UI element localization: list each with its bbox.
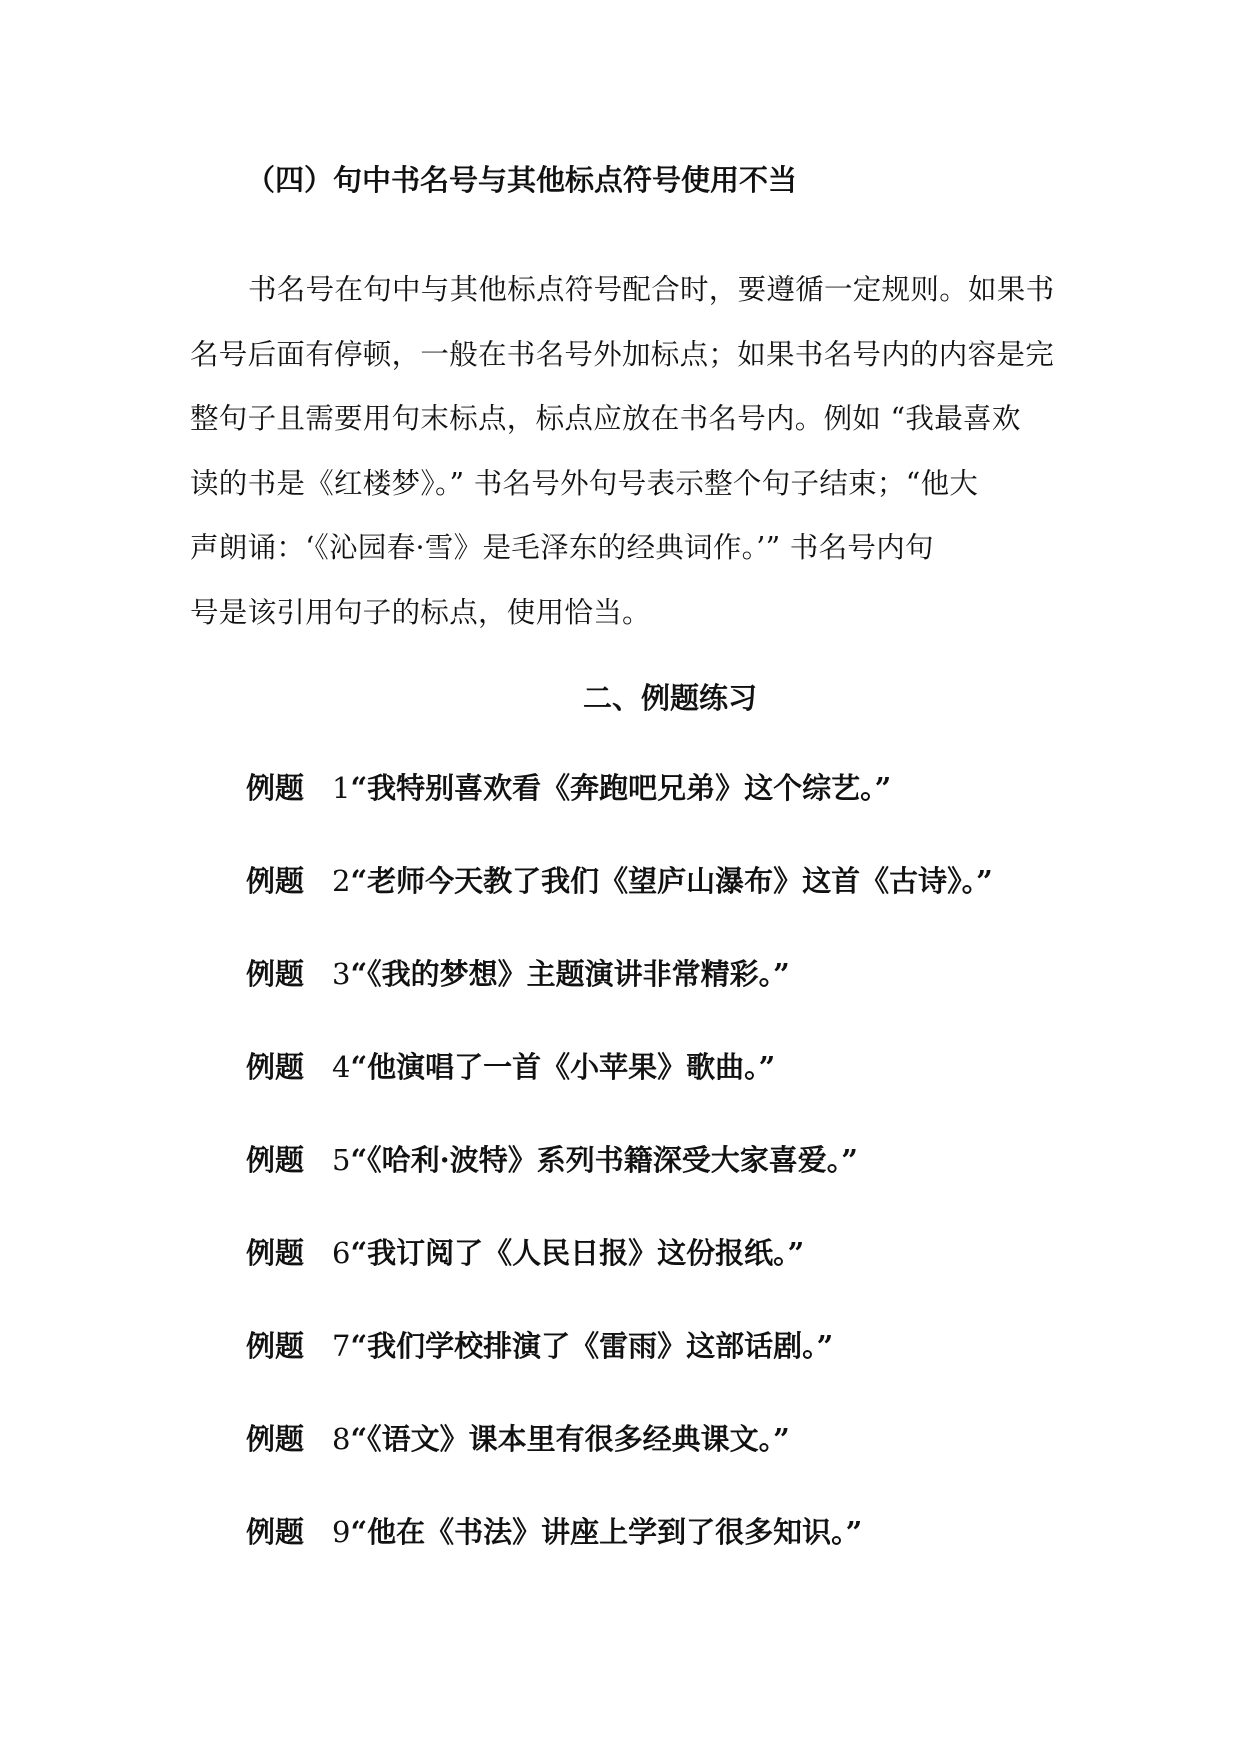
paragraph-line: 书名号在句中与其他标点符号配合时，要遵循一定规则。如果书 — [248, 273, 1055, 306]
example-number: 6 — [332, 1236, 351, 1270]
example-item — [246, 768, 1106, 861]
example-label: 例题 — [246, 1050, 305, 1084]
example-number: 4 — [332, 1050, 351, 1084]
section-title: 二、例题练习 — [582, 681, 757, 715]
example-item — [246, 1512, 1106, 1605]
example-text: “他演唱了一首《小苹果》歌曲。” — [350, 1050, 776, 1084]
example-number: 2 — [332, 864, 351, 898]
example-label: 例题 — [246, 864, 305, 898]
example-label: 例题 — [246, 957, 305, 991]
example-text: “老师今天教了我们《望庐山瀑布》这首《古诗》。” — [350, 864, 993, 898]
example-label: 例题 — [246, 1422, 305, 1456]
example-text: “我订阅了《人民日报》这份报纸。” — [350, 1236, 805, 1270]
explanation-paragraph — [190, 258, 1070, 645]
example-number: 3 — [332, 957, 351, 991]
example-item — [246, 1419, 1106, 1512]
example-item — [246, 1326, 1106, 1419]
example-item — [246, 1047, 1106, 1140]
example-number: 5 — [332, 1143, 351, 1177]
example-number: 1 — [332, 771, 351, 805]
paragraph-line: 名号后面有停顿，一般在书名号外加标点；如果书名号内的内容是完 — [190, 337, 1055, 371]
example-label: 例题 — [246, 1143, 305, 1177]
example-item — [246, 861, 1106, 954]
paragraph-line: 声朗诵：‘《沁园春·雪》是毛泽东的经典词作。’” 书名号内句 — [190, 531, 934, 564]
example-list — [246, 768, 1106, 1605]
section-heading: （四）句中书名号与其他标点符号使用不当 — [246, 163, 798, 197]
example-item — [246, 954, 1106, 1047]
example-text: “我们学校排演了《雷雨》这部话剧。” — [350, 1329, 834, 1363]
example-number: 8 — [332, 1422, 351, 1456]
example-item — [246, 1140, 1106, 1233]
example-label: 例题 — [246, 1329, 305, 1363]
example-number: 9 — [332, 1515, 351, 1549]
example-text: “他在《书法》讲座上学到了很多知识。” — [350, 1515, 863, 1549]
example-text: “《哈利·波特》系列书籍深受大家喜爱。” — [350, 1143, 858, 1177]
example-text: “《我的梦想》主题演讲非常精彩。” — [350, 957, 790, 991]
paragraph-line: 读的书是《红楼梦》。” 书名号外句号表示整个句子结束；“他大 — [190, 466, 979, 500]
example-text: “我特别喜欢看《奔跑吧兄弟》这个综艺。” — [350, 771, 892, 805]
example-text: “《语文》课本里有很多经典课文。” — [350, 1422, 790, 1456]
example-label: 例题 — [246, 771, 305, 805]
paragraph-line: 整句子且需要用句末标点，标点应放在书名号内。例如 “我最喜欢 — [190, 402, 1021, 435]
example-label: 例题 — [246, 1236, 305, 1270]
example-label: 例题 — [246, 1515, 305, 1549]
example-item — [246, 1233, 1106, 1326]
paragraph-line: 号是该引用句子的标点，使用恰当。 — [190, 595, 651, 629]
example-number: 7 — [332, 1329, 351, 1363]
